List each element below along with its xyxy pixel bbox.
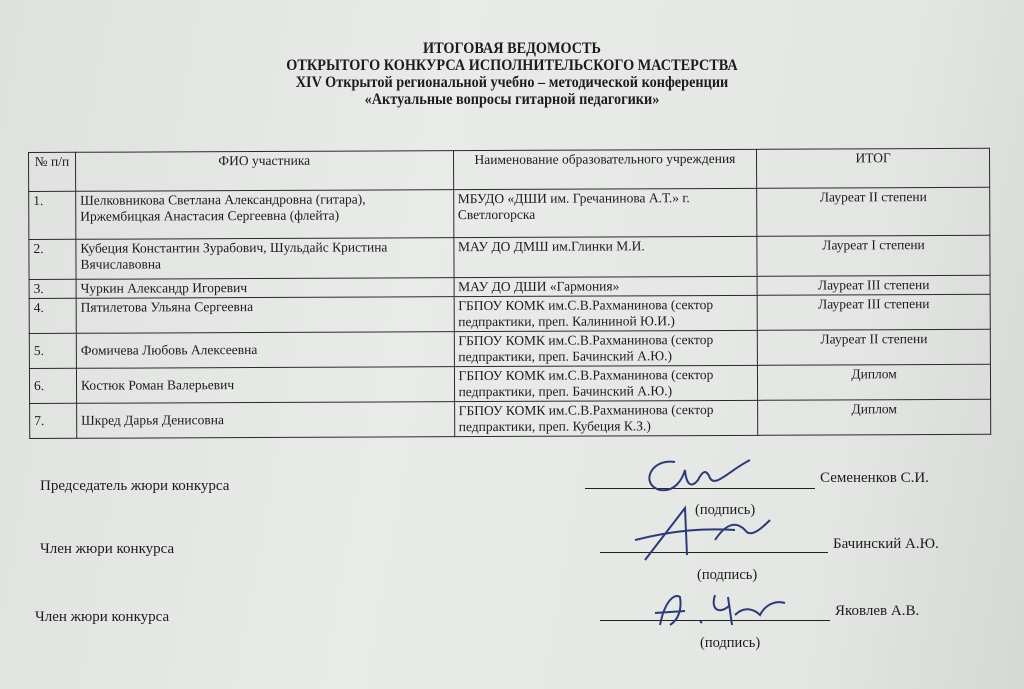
row-name: Шкред Дарья Денисовна [77,402,455,439]
row-name: Костюк Роман Валерьевич [76,367,454,404]
handwritten-signature-1 [620,450,760,500]
col-header-number: № п/п [29,152,76,191]
row-school: МАУ ДО ДШИ «Гармония» [454,276,758,296]
col-header-result: ИТОГ [757,148,990,188]
table-row [29,329,990,368]
table-row [29,235,990,279]
row-number: 3. [29,279,76,298]
row-name: Чуркин Александр Игоревич [76,278,454,299]
row-school: ГБПОУ КОМК им.С.В.Рахманинова (сектор педпрактики, преп. Кубеция К.З.) [454,400,758,436]
signature-role-chairman: Председатель жюри конкурса [40,478,230,494]
row-number: 1. [29,191,76,239]
handwritten-signature-2 [625,500,775,570]
col-header-name: ФИО участника [75,151,453,192]
title-line-4: «Актуальные вопросы гитарной педагогики» [364,91,660,108]
row-school: ГБПОУ КОМК им.С.В.Рахманинова (сектор педпрактики, преп. Калининой Ю.И.) [454,295,758,331]
row-school: МБУДО «ДШИ им. Гречанинова А.Т.» г. Светлогорска [453,188,757,237]
row-result: Лауреат I степени [757,235,990,276]
row-result: Диплом [758,364,991,400]
results-table [28,148,991,439]
table-row [29,187,990,239]
row-result: Лауреат III степени [757,294,990,330]
row-name: Пятилетова Ульяна Сергеевна [76,297,454,334]
row-result: Лауреат II степени [758,329,991,365]
row-number: 4. [29,298,76,333]
title-line-1: ИТОГОВАЯ ВЕДОМОСТЬ [423,40,601,57]
row-result: Лауреат III степени [757,275,990,295]
row-school: ГБПОУ КОМК им.С.В.Рахманинова (сектор педпрактики, преп. Бачинский А.Ю.) [454,365,758,401]
title-line-2: ОТКРЫТОГО КОНКУРСА ИСПОЛНИТЕЛЬСКОГО МАСТЕРСТВА [286,57,738,74]
row-number: 2. [29,239,76,279]
signature-role-member: Член жюри конкурса [35,609,170,625]
signature-caption: (подпись) [695,502,756,518]
signature-name: Семененков С.И. [820,470,929,486]
table-row [30,399,991,438]
signature-name: Бачинский А.Ю. [833,536,939,552]
row-name: Фомичева Любовь Алексеевна [76,332,454,369]
signature-name: Яковлев А.В. [835,603,920,619]
signature-caption: (подпись) [697,567,758,583]
row-result: Диплом [758,399,991,435]
signature-caption: (подпись) [700,635,761,651]
table-row [29,294,990,333]
row-school: МАУ ДО ДМШ им.Глинки М.И. [453,236,757,277]
signature-role-member: Член жюри конкурса [40,541,175,557]
table-header-row [29,148,990,191]
title-line-3: XIV Открытой региональной учебно – методической конференции [295,74,729,91]
document-title [41,40,983,108]
table-row [29,364,990,403]
row-school: ГБПОУ КОМК им.С.В.Рахманинова (сектор педпрактики, преп. Бачинский А.Ю.) [454,330,758,366]
row-result: Лауреат II степени [757,187,990,236]
row-number: 5. [29,333,76,368]
handwritten-signature-3 [640,585,790,635]
row-number: 6. [29,368,76,403]
row-name: Шелковникова Светлана Александровна (гитара), Иржембицкая Анастасия Сергеевна (флейта) [76,190,454,240]
row-number: 7. [30,403,77,438]
row-name: Кубеция Константин Зурабович, Шульдайс Кристина Вячиславовна [76,238,454,280]
col-header-school: Наименование образовательного учреждения [453,149,757,189]
